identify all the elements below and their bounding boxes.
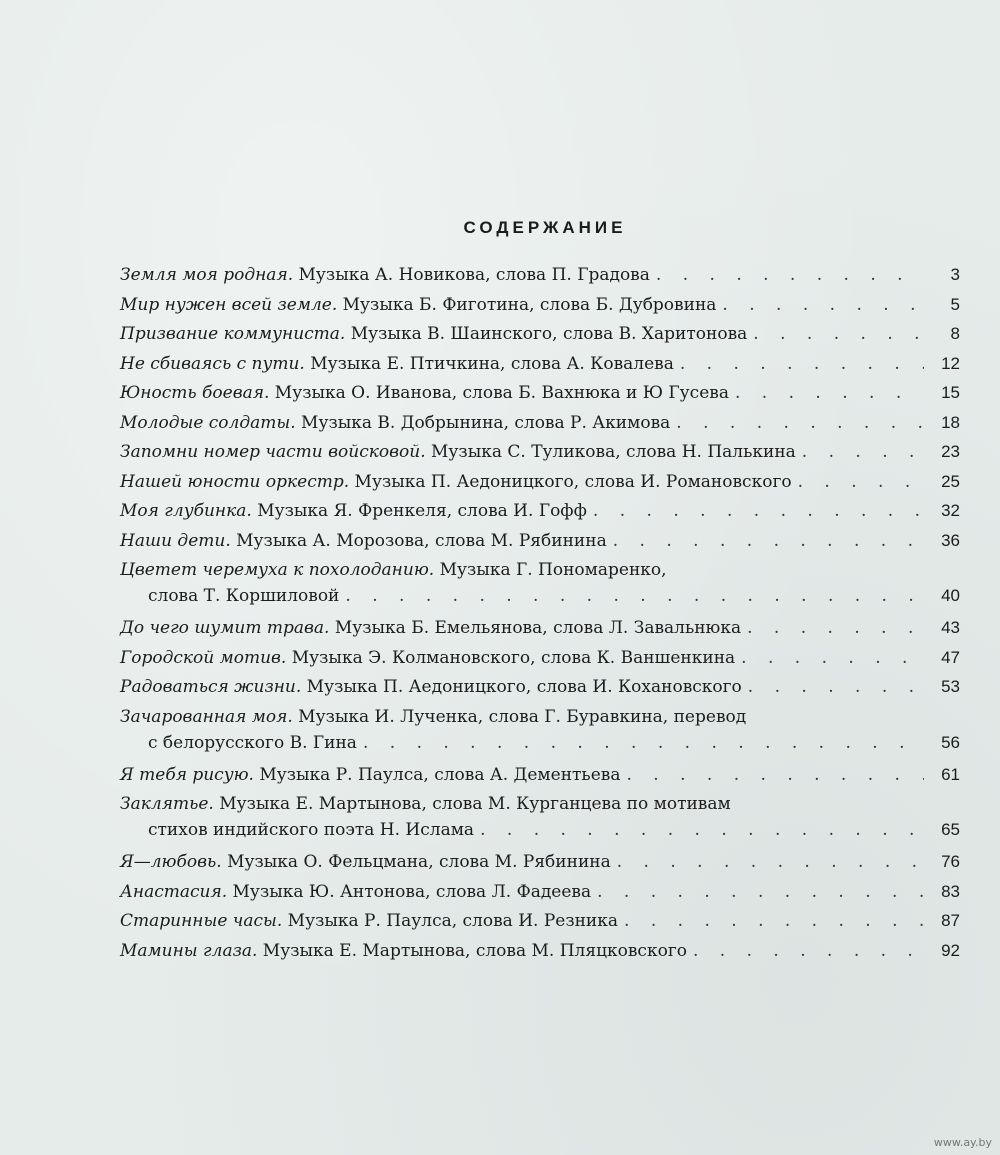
toc-entry bbox=[120, 908, 960, 934]
leader-dots bbox=[753, 321, 924, 347]
leader-dots bbox=[676, 410, 924, 436]
leader-dots bbox=[693, 938, 924, 964]
page-number: 61 bbox=[941, 764, 960, 784]
song-credits: Музыка Р. Паулса, слова И. Резника bbox=[282, 911, 619, 931]
leader-dots bbox=[345, 583, 924, 609]
song-title: Я—любовь. bbox=[120, 852, 222, 872]
leader-dots bbox=[597, 879, 924, 905]
page-number: 40 bbox=[941, 586, 960, 605]
song-credits-continued: с белорусского В. Гина bbox=[148, 732, 357, 753]
page-number: 23 bbox=[941, 442, 960, 461]
page-number: 12 bbox=[941, 353, 960, 373]
song-title: Радоваться жизни. bbox=[120, 677, 302, 697]
toc-entry bbox=[120, 498, 960, 524]
song-title: Моя глубинка. bbox=[120, 501, 252, 521]
page-number: 92 bbox=[941, 940, 960, 960]
song-title: Мамины глаза. bbox=[120, 940, 258, 961]
song-title: Цветет черемуха к похолоданию. bbox=[120, 560, 435, 580]
contents-heading: СОДЕРЖАНИЕ bbox=[463, 218, 627, 237]
leader-dots bbox=[798, 469, 924, 495]
song-credits: Музыка Р. Паулса, слова А. Дементьева bbox=[253, 764, 621, 785]
page-number: 53 bbox=[941, 677, 960, 696]
leader-dots bbox=[593, 498, 924, 524]
song-title: Заклятье. bbox=[120, 794, 214, 814]
toc-entry bbox=[120, 762, 960, 788]
page-number: 76 bbox=[941, 852, 960, 871]
song-title: Земля моя родная. bbox=[120, 265, 294, 285]
leader-dots bbox=[624, 908, 924, 934]
page-number: 43 bbox=[941, 618, 960, 637]
page-number: 15 bbox=[941, 383, 960, 402]
leader-dots bbox=[617, 849, 924, 875]
song-credits: Музыка С. Туликова, слова Н. Палькина bbox=[425, 442, 796, 462]
leader-dots bbox=[626, 762, 924, 788]
toc-entry bbox=[120, 791, 960, 843]
watermark-text: www.ay.by bbox=[933, 1136, 992, 1149]
page-number: 3 bbox=[950, 265, 960, 284]
song-credits: Музыка В. Шаинского, слова В. Харитонова bbox=[345, 324, 748, 344]
toc-entry bbox=[120, 321, 960, 347]
page-number: 32 bbox=[941, 501, 960, 520]
leader-dots bbox=[747, 615, 924, 641]
toc-entry bbox=[120, 380, 960, 406]
song-credits: Музыка Г. Пономаренко, bbox=[434, 560, 667, 580]
toc-entry bbox=[120, 674, 960, 700]
song-credits-continued: стихов индийского поэта Н. Ислама bbox=[148, 820, 475, 840]
song-credits: Музыка О. Иванова, слова Б. Вахнюка и Ю Гусева bbox=[269, 383, 729, 403]
song-credits: Музыка Э. Колмановского, слова К. Ваншенкина bbox=[286, 647, 736, 668]
song-credits: Музыка П. Аедоницкого, слова И. Романовского bbox=[349, 471, 792, 492]
page-number: 65 bbox=[941, 820, 960, 839]
song-title: Я тебя рисую. bbox=[120, 764, 254, 785]
toc-entry bbox=[120, 528, 960, 554]
page-number: 8 bbox=[950, 324, 960, 343]
leader-dots bbox=[363, 730, 924, 756]
song-credits: Музыка О. Фельцмана, слова М. Рябинина bbox=[221, 852, 611, 872]
song-credits: Музыка П. Аедоницкого, слова И. Кохановского bbox=[301, 677, 742, 697]
leader-dots bbox=[741, 645, 924, 671]
toc-entry bbox=[120, 262, 960, 288]
song-title: До чего шумит трава. bbox=[120, 618, 330, 638]
song-credits: Музыка В. Добрынина, слова Р. Акимова bbox=[295, 412, 671, 433]
page-number: 56 bbox=[941, 732, 960, 752]
toc-entry bbox=[120, 938, 960, 964]
leader-dots bbox=[656, 262, 924, 288]
song-credits: Музыка А. Новикова, слова П. Градова bbox=[293, 265, 650, 285]
song-credits: Музыка Е. Мартынова, слова М. Пляцковского bbox=[257, 940, 687, 961]
toc-entry bbox=[120, 292, 960, 318]
song-title: Не сбиваясь с пути. bbox=[120, 353, 305, 374]
page-number: 25 bbox=[941, 471, 960, 491]
song-title: Старинные часы. bbox=[120, 911, 283, 931]
song-title: Наши дети. bbox=[120, 530, 231, 551]
page-number: 18 bbox=[941, 412, 960, 432]
song-credits: Музыка Е. Птичкина, слова А. Ковалева bbox=[304, 353, 674, 374]
song-credits: Музыка Б. Фиготина, слова Б. Дубровина bbox=[337, 294, 717, 315]
song-title: Анастасия. bbox=[120, 881, 228, 902]
toc-entry bbox=[120, 615, 960, 641]
song-credits: Музыка А. Морозова, слова М. Рябинина bbox=[230, 530, 607, 551]
song-title: Городской мотив. bbox=[120, 647, 287, 668]
toc-entry bbox=[120, 439, 960, 465]
leader-dots bbox=[680, 351, 924, 377]
song-title: Призвание коммуниста. bbox=[120, 324, 346, 344]
song-title: Молодые солдаты. bbox=[120, 412, 296, 433]
song-credits: Музыка И. Лученка, слова Г. Буравкина, перевод bbox=[292, 706, 747, 727]
leader-dots bbox=[480, 817, 924, 843]
page-number: 83 bbox=[941, 881, 960, 901]
song-title: Мир нужен всей земле. bbox=[120, 294, 338, 315]
toc-entry bbox=[120, 879, 960, 905]
leader-dots bbox=[735, 380, 924, 406]
page-number: 87 bbox=[941, 911, 960, 930]
song-title: Юность боевая. bbox=[120, 383, 270, 403]
toc-entry bbox=[120, 704, 960, 756]
toc-entry bbox=[120, 557, 960, 609]
page-number: 5 bbox=[950, 294, 960, 314]
song-credits: Музыка Я. Френкеля, слова И. Гофф bbox=[251, 501, 587, 521]
toc-entry bbox=[120, 469, 960, 495]
toc-entry bbox=[120, 849, 960, 875]
page-number: 47 bbox=[941, 647, 960, 667]
song-credits: Музыка Б. Емельянова, слова Л. Завальнюка bbox=[329, 618, 742, 638]
leader-dots bbox=[748, 674, 924, 700]
song-credits-continued: слова Т. Коршиловой bbox=[148, 586, 340, 606]
song-title: Нашей юности оркестр. bbox=[120, 471, 350, 492]
leader-dots bbox=[613, 528, 924, 554]
song-title: Зачарованная моя. bbox=[120, 706, 293, 727]
leader-dots bbox=[722, 292, 924, 318]
song-title: Запомни номер части войсковой. bbox=[120, 442, 426, 462]
toc-entry bbox=[120, 645, 960, 671]
toc-entry bbox=[120, 410, 960, 436]
leader-dots bbox=[802, 439, 924, 465]
song-credits: Музыка Ю. Антонова, слова Л. Фадеева bbox=[227, 881, 592, 902]
page-number: 36 bbox=[941, 530, 960, 550]
song-credits: Музыка Е. Мартынова, слова М. Курганцева по мотивам bbox=[213, 794, 731, 814]
toc-entry bbox=[120, 351, 960, 377]
